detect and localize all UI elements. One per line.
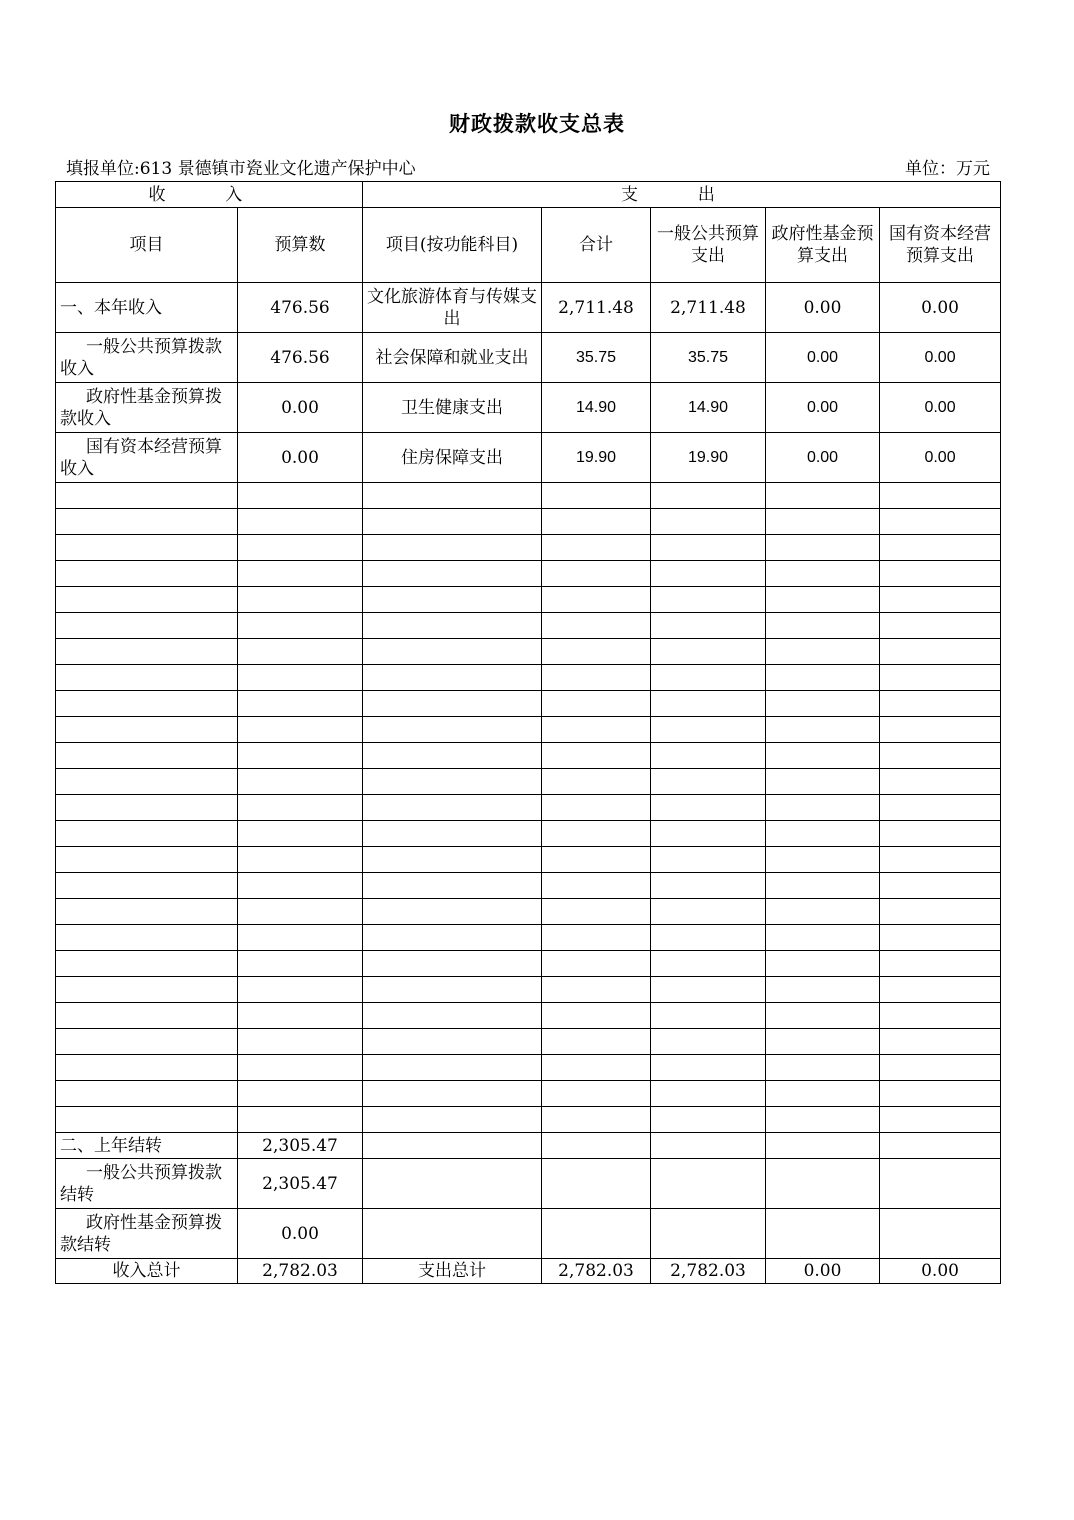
blank-row — [56, 743, 1001, 769]
blank-row — [56, 977, 1001, 1003]
blank-cell — [880, 899, 1001, 925]
column-header-row — [56, 208, 1001, 283]
blank-cell — [542, 873, 651, 899]
blank-cell — [238, 639, 363, 665]
blank-cell — [880, 977, 1001, 1003]
blank-cell — [766, 509, 880, 535]
table-row — [56, 433, 1001, 483]
blank-cell — [238, 821, 363, 847]
blank-row — [56, 587, 1001, 613]
blank-cell — [766, 951, 880, 977]
blank-cell — [651, 821, 766, 847]
blank-cell — [880, 535, 1001, 561]
expense-item: 住房保障支出 — [363, 433, 542, 483]
blank-cell — [363, 847, 542, 873]
blank-cell — [542, 977, 651, 1003]
blank-cell — [56, 691, 238, 717]
blank-cell — [880, 1081, 1001, 1107]
blank-cell — [238, 899, 363, 925]
blank-cell — [542, 639, 651, 665]
blank-row — [56, 535, 1001, 561]
expense-state: 0.00 — [880, 433, 1001, 483]
blank-cell — [880, 743, 1001, 769]
blank-cell — [651, 561, 766, 587]
blank-cell — [651, 951, 766, 977]
blank-cell — [238, 1107, 363, 1133]
carry-row — [56, 1159, 1001, 1209]
blank-cell — [542, 665, 651, 691]
blank-cell — [766, 717, 880, 743]
blank-cell — [238, 665, 363, 691]
blank-cell — [56, 639, 238, 665]
blank-cell — [766, 587, 880, 613]
expense-total: 14.90 — [542, 383, 651, 433]
expense-general: 14.90 — [651, 383, 766, 433]
expense-general: 35.75 — [651, 333, 766, 383]
blank-cell — [238, 925, 363, 951]
blank-cell — [651, 613, 766, 639]
expense-total-fund: 0.00 — [766, 1259, 880, 1284]
blank-cell — [363, 925, 542, 951]
income-budget: 0.00 — [238, 383, 363, 433]
expense-general: 2,711.48 — [651, 283, 766, 333]
totals-row — [56, 1259, 1001, 1284]
blank-cell — [880, 847, 1001, 873]
blank-cell — [56, 847, 238, 873]
expense-total: 19.90 — [542, 433, 651, 483]
blank-cell — [542, 1003, 651, 1029]
blank-cell — [238, 509, 363, 535]
blank-cell — [880, 691, 1001, 717]
carry-item: 二、上年结转 — [56, 1133, 238, 1159]
blank-cell — [651, 1029, 766, 1055]
blank-cell — [651, 899, 766, 925]
blank-cell — [766, 873, 880, 899]
blank-cell — [238, 1081, 363, 1107]
blank-cell — [238, 847, 363, 873]
expense-total: 2,711.48 — [542, 283, 651, 333]
blank-row — [56, 691, 1001, 717]
blank-cell — [766, 1003, 880, 1029]
blank-cell — [766, 847, 880, 873]
blank-cell — [766, 769, 880, 795]
blank-row — [56, 613, 1001, 639]
blank-cell — [651, 509, 766, 535]
blank-cell — [363, 795, 542, 821]
blank-cell — [880, 665, 1001, 691]
blank-cell — [542, 561, 651, 587]
blank-cell — [542, 587, 651, 613]
income-budget: 0.00 — [238, 433, 363, 483]
blank-cell — [542, 509, 651, 535]
blank-cell — [651, 743, 766, 769]
budget-table — [55, 181, 1001, 1284]
blank-cell — [880, 1107, 1001, 1133]
blank-cell — [56, 587, 238, 613]
blank-cell — [238, 795, 363, 821]
blank-cell — [238, 977, 363, 1003]
blank-cell — [880, 951, 1001, 977]
income-total-label: 收入总计 — [56, 1259, 238, 1284]
blank-cell — [363, 951, 542, 977]
blank-cell — [766, 691, 880, 717]
blank-cell — [542, 743, 651, 769]
carry-row — [56, 1133, 1001, 1159]
blank-cell — [542, 951, 651, 977]
blank-cell — [238, 743, 363, 769]
blank-cell — [542, 613, 651, 639]
blank-cell — [766, 1055, 880, 1081]
blank-cell — [363, 665, 542, 691]
expense-item: 社会保障和就业支出 — [363, 333, 542, 383]
blank-cell — [363, 613, 542, 639]
expense-fund: 0.00 — [766, 283, 880, 333]
blank-cell — [880, 925, 1001, 951]
blank-cell — [363, 769, 542, 795]
expense-state: 0.00 — [880, 283, 1001, 333]
expense-fund: 0.00 — [766, 433, 880, 483]
blank-cell — [56, 535, 238, 561]
col-header-total: 合计 — [542, 208, 651, 283]
expense-state: 0.00 — [880, 383, 1001, 433]
blank-cell — [651, 587, 766, 613]
blank-row — [56, 821, 1001, 847]
blank-cell — [766, 743, 880, 769]
blank-cell — [56, 1107, 238, 1133]
expense-section-header: 支 出 — [363, 182, 1001, 208]
blank-cell — [651, 1081, 766, 1107]
blank-cell — [542, 691, 651, 717]
blank-cell — [542, 899, 651, 925]
blank-cell — [363, 821, 542, 847]
blank-cell — [880, 1055, 1001, 1081]
blank-cell — [56, 769, 238, 795]
blank-cell — [766, 1107, 880, 1133]
blank-row — [56, 925, 1001, 951]
col-header-budget: 预算数 — [238, 208, 363, 283]
blank-cell — [238, 1003, 363, 1029]
blank-cell — [56, 977, 238, 1003]
blank-cell — [542, 1029, 651, 1055]
carry-item: 一般公共预算拨款结转 — [56, 1159, 238, 1209]
blank-row — [56, 951, 1001, 977]
blank-rows — [56, 483, 1001, 1133]
col-header-item: 项目 — [56, 208, 238, 283]
blank-row — [56, 561, 1001, 587]
income-section-header: 收 入 — [56, 182, 363, 208]
blank-cell — [651, 847, 766, 873]
blank-cell — [363, 509, 542, 535]
blank-row — [56, 847, 1001, 873]
blank-cell — [238, 769, 363, 795]
blank-cell — [56, 925, 238, 951]
blank-cell — [651, 691, 766, 717]
blank-cell — [238, 483, 363, 509]
expense-total-value: 2,782.03 — [542, 1259, 651, 1284]
blank-cell — [766, 535, 880, 561]
blank-row — [56, 509, 1001, 535]
blank-cell — [363, 639, 542, 665]
blank-cell — [651, 795, 766, 821]
blank-cell — [542, 821, 651, 847]
blank-cell — [238, 951, 363, 977]
blank-row — [56, 1081, 1001, 1107]
blank-cell — [880, 717, 1001, 743]
blank-cell — [880, 483, 1001, 509]
blank-cell — [651, 977, 766, 1003]
blank-cell — [542, 717, 651, 743]
blank-row — [56, 1029, 1001, 1055]
currency-unit: 单位：万元 — [905, 159, 990, 179]
blank-cell — [651, 1003, 766, 1029]
blank-cell — [880, 769, 1001, 795]
blank-cell — [766, 665, 880, 691]
blank-cell — [56, 743, 238, 769]
blank-row — [56, 1107, 1001, 1133]
blank-cell — [56, 821, 238, 847]
blank-cell — [363, 977, 542, 1003]
blank-cell — [363, 561, 542, 587]
blank-cell — [363, 1029, 542, 1055]
blank-cell — [56, 873, 238, 899]
expense-general: 19.90 — [651, 433, 766, 483]
blank-cell — [363, 743, 542, 769]
blank-cell — [542, 795, 651, 821]
blank-cell — [542, 535, 651, 561]
blank-cell — [56, 613, 238, 639]
blank-cell — [766, 925, 880, 951]
blank-cell — [766, 977, 880, 1003]
income-budget: 476.56 — [238, 283, 363, 333]
blank-cell — [56, 795, 238, 821]
blank-cell — [238, 613, 363, 639]
carry-item: 政府性基金预算拨款结转 — [56, 1209, 238, 1259]
page-title: 财政拨款收支总表 — [449, 111, 625, 136]
blank-cell — [766, 821, 880, 847]
table-row — [56, 283, 1001, 333]
section-header-row — [56, 182, 1001, 208]
blank-cell — [542, 1055, 651, 1081]
blank-cell — [238, 587, 363, 613]
blank-row — [56, 665, 1001, 691]
blank-cell — [651, 483, 766, 509]
income-item: 一、本年收入 — [56, 283, 238, 333]
blank-cell — [651, 535, 766, 561]
blank-cell — [238, 535, 363, 561]
carry-budget: 2,305.47 — [238, 1159, 363, 1209]
blank-cell — [766, 899, 880, 925]
blank-cell — [363, 535, 542, 561]
blank-cell — [651, 639, 766, 665]
blank-cell — [651, 717, 766, 743]
expense-total-state: 0.00 — [880, 1259, 1001, 1284]
blank-cell — [766, 1081, 880, 1107]
blank-cell — [651, 1055, 766, 1081]
blank-cell — [56, 1055, 238, 1081]
blank-cell — [880, 821, 1001, 847]
blank-row — [56, 795, 1001, 821]
blank-row — [56, 899, 1001, 925]
blank-cell — [542, 925, 651, 951]
blank-cell — [238, 691, 363, 717]
blank-cell — [651, 665, 766, 691]
blank-cell — [363, 691, 542, 717]
blank-cell — [363, 899, 542, 925]
col-header-state: 国有资本经营预算支出 — [880, 208, 1001, 283]
reporting-unit: 填报单位:613 景德镇市瓷业文化遗产保护中心 — [66, 159, 416, 179]
blank-row — [56, 1055, 1001, 1081]
blank-cell — [880, 561, 1001, 587]
blank-cell — [880, 613, 1001, 639]
expense-total-general: 2,782.03 — [651, 1259, 766, 1284]
blank-cell — [56, 561, 238, 587]
blank-cell — [238, 1029, 363, 1055]
blank-row — [56, 873, 1001, 899]
table-row — [56, 383, 1001, 433]
blank-cell — [880, 1003, 1001, 1029]
blank-cell — [542, 483, 651, 509]
blank-cell — [238, 717, 363, 743]
blank-cell — [363, 1107, 542, 1133]
blank-cell — [56, 717, 238, 743]
col-header-func-item: 项目(按功能科目) — [363, 208, 542, 283]
income-item: 政府性基金预算拨款收入 — [56, 383, 238, 433]
col-header-general: 一般公共预算支出 — [651, 208, 766, 283]
expense-item: 卫生健康支出 — [363, 383, 542, 433]
income-total-value: 2,782.03 — [238, 1259, 363, 1284]
blank-cell — [542, 1081, 651, 1107]
carry-budget: 0.00 — [238, 1209, 363, 1259]
blank-cell — [542, 769, 651, 795]
blank-cell — [880, 587, 1001, 613]
expense-item: 文化旅游体育与传媒支出 — [363, 283, 542, 333]
carry-row — [56, 1209, 1001, 1259]
blank-cell — [880, 795, 1001, 821]
blank-cell — [880, 509, 1001, 535]
blank-row — [56, 769, 1001, 795]
blank-cell — [651, 873, 766, 899]
blank-row — [56, 483, 1001, 509]
blank-cell — [238, 561, 363, 587]
blank-cell — [766, 561, 880, 587]
blank-cell — [56, 1081, 238, 1107]
blank-cell — [766, 1029, 880, 1055]
blank-cell — [363, 483, 542, 509]
blank-cell — [766, 795, 880, 821]
expense-total-label: 支出总计 — [363, 1259, 542, 1284]
expense-fund: 0.00 — [766, 383, 880, 433]
income-item: 一般公共预算拨款收入 — [56, 333, 238, 383]
blank-cell — [363, 1081, 542, 1107]
blank-cell — [651, 1107, 766, 1133]
blank-cell — [651, 925, 766, 951]
blank-cell — [238, 1055, 363, 1081]
blank-cell — [56, 951, 238, 977]
expense-total: 35.75 — [542, 333, 651, 383]
blank-cell — [766, 639, 880, 665]
blank-cell — [56, 483, 238, 509]
blank-cell — [56, 665, 238, 691]
blank-cell — [880, 873, 1001, 899]
blank-cell — [542, 1107, 651, 1133]
blank-cell — [363, 1003, 542, 1029]
blank-cell — [56, 509, 238, 535]
blank-row — [56, 639, 1001, 665]
blank-cell — [363, 1055, 542, 1081]
col-header-fund: 政府性基金预算支出 — [766, 208, 880, 283]
blank-cell — [363, 717, 542, 743]
income-budget: 476.56 — [238, 333, 363, 383]
blank-cell — [651, 769, 766, 795]
expense-state: 0.00 — [880, 333, 1001, 383]
blank-cell — [238, 873, 363, 899]
expense-fund: 0.00 — [766, 333, 880, 383]
blank-cell — [363, 587, 542, 613]
blank-cell — [56, 1003, 238, 1029]
blank-cell — [363, 873, 542, 899]
blank-cell — [56, 899, 238, 925]
blank-cell — [766, 483, 880, 509]
carry-budget: 2,305.47 — [238, 1133, 363, 1159]
income-item: 国有资本经营预算收入 — [56, 433, 238, 483]
blank-row — [56, 1003, 1001, 1029]
blank-cell — [56, 1029, 238, 1055]
table-row — [56, 333, 1001, 383]
blank-cell — [542, 847, 651, 873]
blank-cell — [766, 613, 880, 639]
blank-cell — [880, 1029, 1001, 1055]
blank-cell — [880, 639, 1001, 665]
blank-row — [56, 717, 1001, 743]
